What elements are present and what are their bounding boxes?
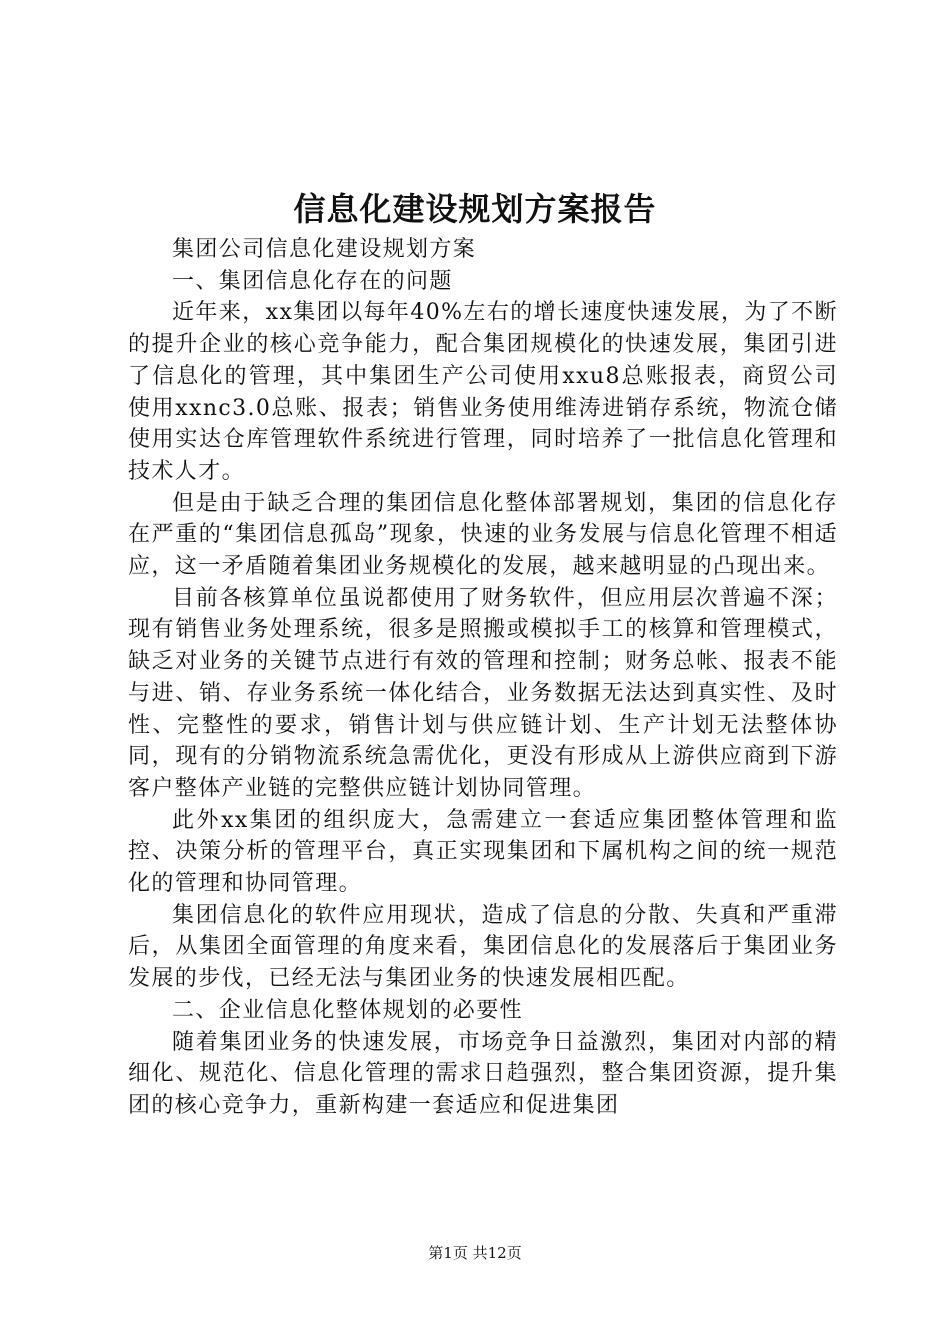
paragraph: 集团信息化的软件应用现状，造成了信息的分散、失真和严重滞后，从集团全面管理的角度来看，集团信息化的发展落后于集团业务发展的步伐，已经无法与集团业务的快速发展相匹配。	[128, 902, 838, 992]
document-title: 信息化建设规划方案报告	[293, 190, 657, 228]
paragraph: 目前各核算单位虽说都使用了财务软件，但应用层次普遍不深；现有销售业务处理系统，很多是照搬或模拟手工的核算和管理模式，缺乏对业务的关键节点进行有效的管理和控制；财务总帐、报表不能与进、销、存业务系统一体化结合，业务数据无法达到真实性、及时性、完整性的要求，销售计划与供应链计划、生产计划无法整体协同，现有的分销物流系统急需优化，更没有形成从上游供应商到下游客户整体产业链的完整供应链计划协同管理。	[128, 585, 838, 801]
section-heading: 一、集团信息化存在的问题	[172, 268, 453, 294]
paragraph: 此外xx集团的组织庞大，急需建立一套适应集团整体管理和监控、决策分析的管理平台，真正实现集团和下属机构之间的统一规范化的管理和协同管理。	[128, 807, 838, 897]
paragraph: 但是由于缺乏合理的集团信息化整体部署规划，集团的信息化存在严重的“集团信息孤岛”现象，快速的业务发展与信息化管理不相适应，这一矛盾随着集团业务规模化的发展，越来越明显的凸现出来。	[128, 490, 838, 580]
section-heading: 二、企业信息化整体规划的必要性	[172, 997, 524, 1023]
paragraph: 近年来，xx集团以每年40%左右的增长速度快速发展，为了不断的提升企业的核心竞争能力，配合集团规模化的快速发展，集团引进了信息化的管理，其中集团生产公司使用xxu8总账报表，商贸公司使用xxnc3.0总账、报表；销售业务使用维涛进销存系统，物流仓储使用实达仓库管理软件系统进行管理，同时培养了一批信息化管理和技术人才。	[128, 300, 838, 484]
paragraph: 随着集团业务的快速发展，市场竞争日益激烈，集团对内部的精细化、规范化、信息化管理的需求日趋强烈，整合集团资源，提升集团的核心竞争力，重新构建一套适应和促进集团	[128, 1029, 838, 1118]
page-number-footer: 第1页 共12页	[428, 1244, 522, 1262]
paragraph-heading: 集团公司信息化建设规划方案	[172, 237, 477, 262]
document-body	[128, 234, 838, 1122]
